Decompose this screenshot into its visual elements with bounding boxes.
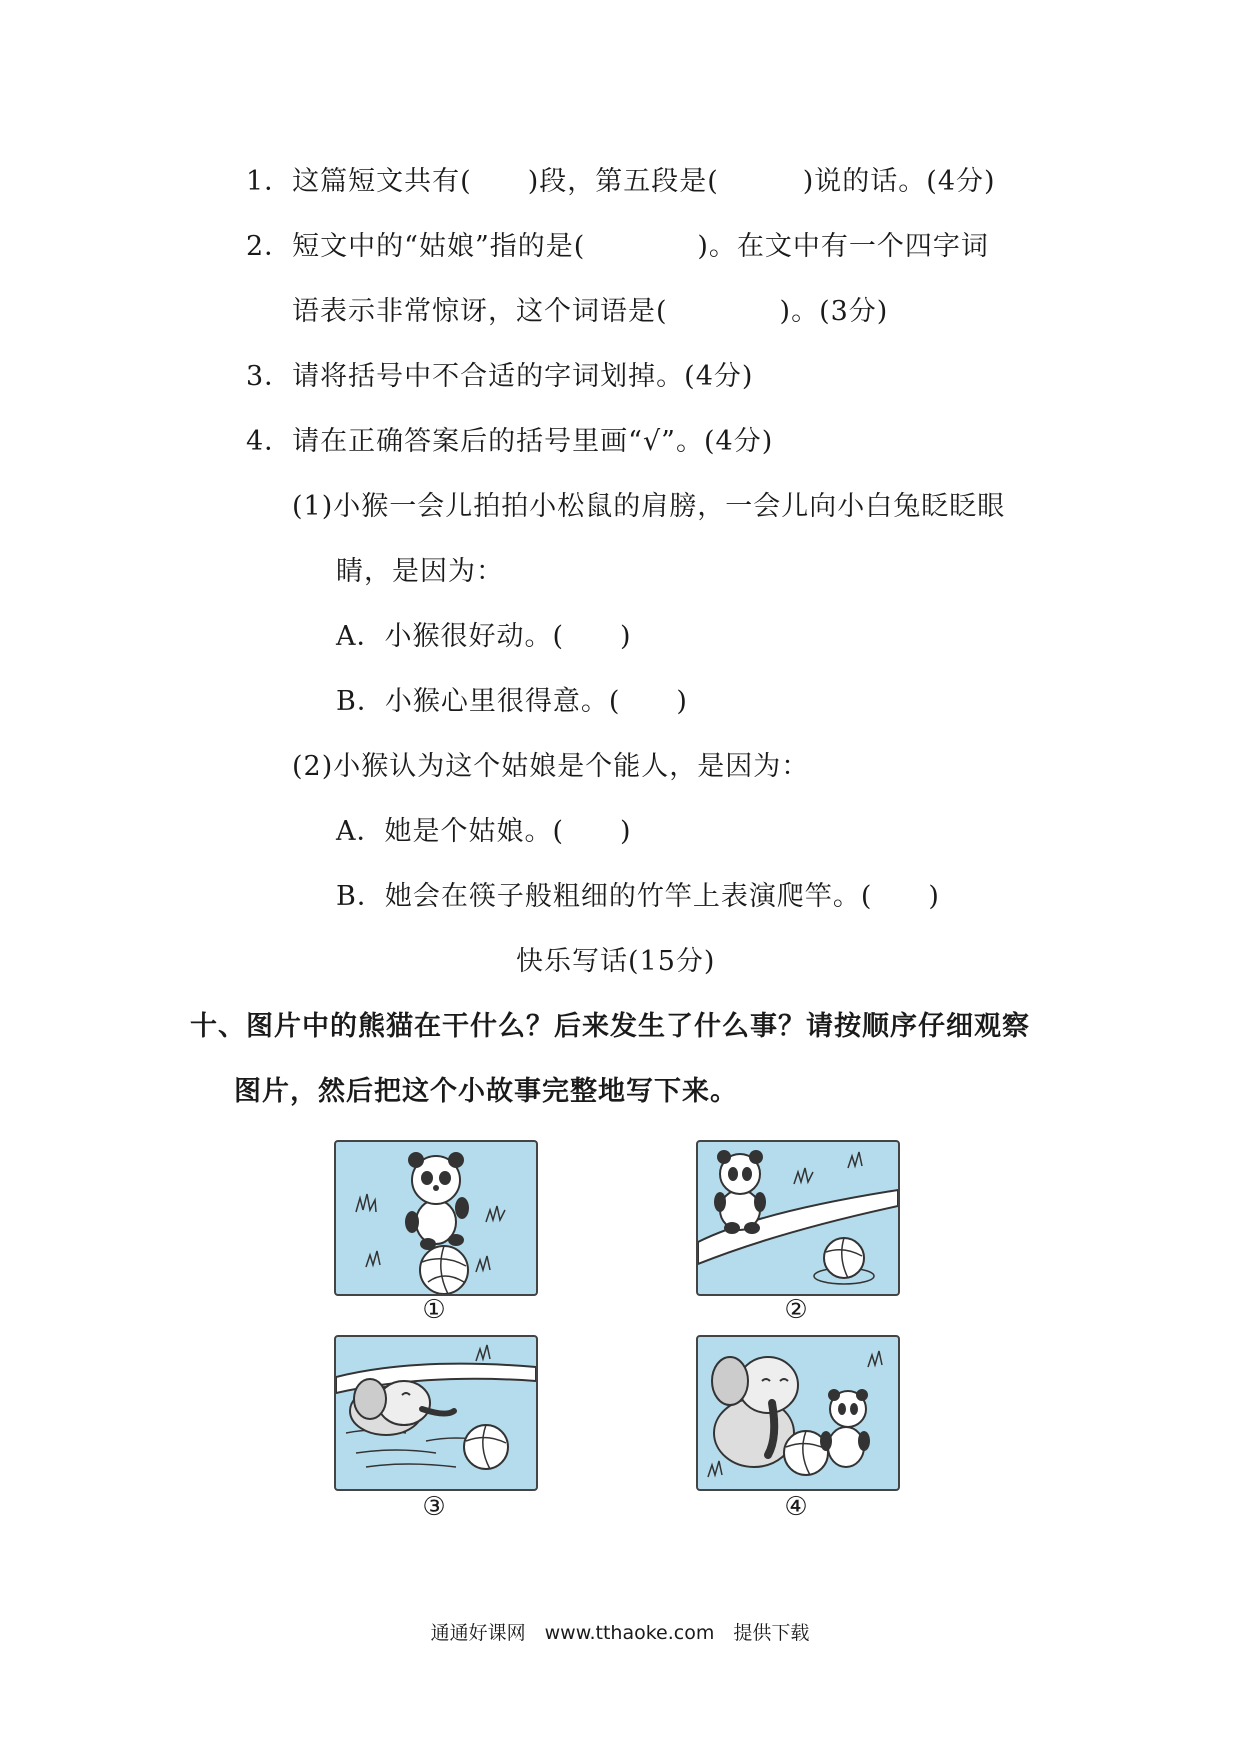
question-4-sub-2-option-a: A．她是个姑娘。( )	[336, 816, 632, 847]
picture-panel-4	[696, 1335, 900, 1491]
picture-label-4: ④	[784, 1492, 808, 1522]
question-3: 3．请将括号中不合适的字词划掉。(4分)	[246, 361, 754, 392]
question-10-line-2: 图片，然后把这个小故事完整地写下来。	[234, 1076, 738, 1107]
question-2-line-2: 语表示非常惊讶，这个词语是( )。(3分)	[292, 296, 889, 327]
question-4: 4．请在正确答案后的括号里画“√”。(4分)	[246, 426, 774, 457]
question-4-sub-1-line-1: (1)小猴一会儿拍拍小松鼠的肩膀，一会儿向小白兔眨眨眼	[292, 491, 1006, 522]
picture-label-1: ①	[422, 1295, 446, 1325]
question-2-line-1: 2．短文中的“姑娘”指的是( )。在文中有一个四字词	[246, 231, 989, 262]
section-title: 快乐写话(15分)	[516, 946, 716, 977]
picture-label-2: ②	[784, 1295, 808, 1325]
question-4-sub-2-option-b: B．她会在筷子般粗细的竹竿上表演爬竿。( )	[336, 881, 940, 912]
question-4-sub-2-line-1: (2)小猴认为这个姑娘是个能人，是因为：	[292, 751, 810, 782]
footer-source: 通通好课网 www.tthaoke.com 提供下载	[430, 1622, 810, 1644]
panda-ball-in-water-picture	[698, 1142, 898, 1294]
elephant-returns-ball-picture	[698, 1337, 898, 1489]
question-1: 1．这篇短文共有( )段，第五段是( )说的话。(4分)	[246, 166, 996, 197]
picture-panel-2	[696, 1140, 900, 1296]
question-4-sub-1-option-a: A．小猴很好动。( )	[336, 621, 632, 652]
elephant-with-ball-picture	[336, 1337, 536, 1489]
panda-on-ball-picture	[336, 1142, 536, 1294]
question-10-line-1: 十、图片中的熊猫在干什么？后来发生了什么事？请按顺序仔细观察	[190, 1011, 1030, 1042]
picture-panel-1	[334, 1140, 538, 1296]
picture-label-3: ③	[422, 1492, 446, 1522]
question-4-sub-1-line-2: 睛，是因为：	[336, 556, 504, 587]
picture-panel-3	[334, 1335, 538, 1491]
question-4-sub-1-option-b: B．小猴心里很得意。( )	[336, 686, 688, 717]
